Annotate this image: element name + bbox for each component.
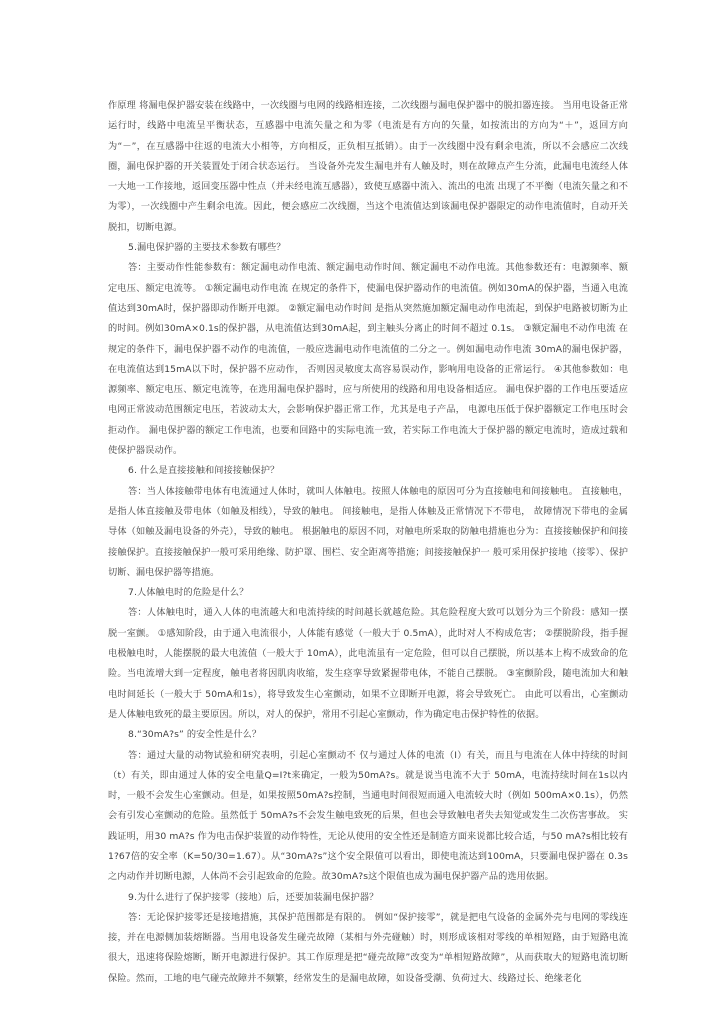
heading-q8: 8.“30mA?s” 的安全性是什么？ [128,729,262,741]
paragraph-answer-q5: 答：主要动作性能参数有：额定漏电动作电流、额定漏电动作时间、额定漏电不动作电流。其他参数还有：电源频率、额定电压、额定电流等。 ①额定漏电动作电流 在规定的条件下，使漏电保护器动作的电流值。例如30mA的保护器，当通入电流值达到30mA时，保护器即动作断开电源。 ②额定漏电动作时间 是指从突然施加额定漏电动作电流起，到保护电路被切断为止的时间。例如30mA×0.1s的保护器，从电流值达到30mA起，到主触头分离止的时间不超过 0.1s。 ③额定漏电不动作电流 在规定的条件下，漏电保护器不动作的电流值，一般应选漏电动作电流值的二分之一。例如漏电动作电流 30mA的漏电保护器，在电流值达到15mA以下时，保护器不应动作， 否则因灵敏度太高容易误动作，影响用电设备的正常运行。 ④其他参数如：电源频率、额定电压、额定电流等，在选用漏电保护器时，应与所使用的线路和用电设备相适应。 漏电保护器的工作电压要适应电网正常波动范围额定电压，若波动太大，会影响保护器正常工作，尤其是电子产品， 电源电压低于保护器额定工作电压时会拒动作。 漏电保护器的额定工作电流，也要和回路中的实际电流一致，若实际工作电流大于保护器的额定电流时，造成过载和使保护器误动作。 [108,262,628,457]
paragraph-answer-q8: 答：通过大量的动物试验和研究表明，引起心室颤动不 仅与通过人体的电流（I）有关，而且与电流在人体中持续的时间（t）有关，即由通过人体的安全电量Q=I?t来确定，一般为50mA?s。就是说当电流不大于 50mA，电流持续时间在1s以内时，一般不会发生心室颤动。但是，如果按照50mA?s控制，当通电时间很短而通入电流较大时（例如 500mA×0.1s），仍然会有引发心室颤动的危险。虽然低于 50mA?s不会发生触电致死的后果，但也会导致触电者失去知觉或发生二次伤害事故。 实践证明，用30 mA?s 作为电击保护装置的动作特性，无论从使用的安全性还是制造方面来说都比较合适，与50 mA?s相比较有1?67倍的安全率（K=50/30=1.67）。从“30mA?s”这个安全限值可以看出，即使电流达到100mA，只要漏电保护器在 0.3s之内动作并切断电源，人体尚不会引起致命的危险。故30mA?s这个限值也成为漏电保护器产品的选用依据。 [108,749,628,883]
heading-q9: 9.为什么进行了保护接零（接地）后，还要加装漏电保护器？ [128,891,379,903]
document-page [108,96,628,989]
paragraph-answer-q7: 答：人体触电时，通入人体的电流越大和电流持续的时间越长就越危险。其危险程度大致可以划分为三个阶段：感知一摆脱一室颤。 ①感知阶段，由于通入电流很小，人体能有感觉（一般大于 0.5mA），此时对人不构成危害； ②摆脱阶段，指手握电极触电时，人能摆脱的最大电流值（一般大于 10mA），此电流虽有一定危险，但可以自己摆脱，所以基本上构不成致命的危险。当电流增大到一定程度，触电者将因肌肉收缩，发生痉挛导致紧握带电体，不能自己摆脱。 ③室颤阶段，随电流加大和触电时间延长（一般大于 50mA和1s），将导致发生心室颤动，如果不立即断开电源，将会导致死亡。 由此可以看出，心室颤动是人体触电致死的最主要原因。所以，对人的保护，常用不引起心室颤动，作为确定电击保护特性的依据。 [108,607,628,720]
heading-q7: 7.人体触电时的危险是什么？ [128,587,249,599]
paragraph-working-principle: 作原理 将漏电保护器安装在线路中，一次线圈与电网的线路相连接，二次线圈与漏电保护器中的脱扣器连接。 当用电设备正常运行时，线路中电流呈平衡状态，互感器中电流矢量之和为零（电流是有方向的矢量，如按流出的方向为“＋”，返回方向为“－”，在互感器中往返的电流大小相等，方向相反，正负相互抵销）。由于一次线圈中没有剩余电流，所以不会感应二次线圈，漏电保护器的开关装置处于闭合状态运行。 当设备外壳发生漏电并有人触及时，则在故障点产生分流，此漏电电流经人体一大地一工作接地，返回变压器中性点（并未经电流互感器），致使互感器中流入、流出的电流 出现了不平衡（电流矢量之和不为零），一次线圈中产生剩余电流。因此，便会感应二次线圈，当这个电流值达到该漏电保护器限定的动作电流值时，自动开关脱扣，切断电源。 [108,100,628,233]
paragraph-answer-q6: 答：当人体接触带电体有电流通过人体时，就叫人体触电。按照人体触电的原因可分为直接触电和间接触电。 直接触电，是指人体直接触及带电体（如触及相线），导致的触电。 间接触电，是指人体触及正常情况下不带电， 故障情况下带电的金属导体（如触及漏电设备的外壳），导致的触电。 根据触电的原因不同，对触电所采取的防触电措施也分为：直接接触保护和间接接触保护。直接接触保护一般可采用绝缘、防护罩、围栏、安全距离等措施；间接接触保护一 般可采用保护接地（接零）、保护切断、漏电保护器等措施。 [108,485,628,578]
heading-q6: 6. 什么是直接接触和间接接触保护？ [128,465,280,477]
paragraph-answer-q9: 答：无论保护接零还是接地措施，其保护范围都是有限的。 例如“保护接零”，就是把电气设备的金属外壳与电网的零线连接，并在电源侧加装熔断器。当用电设备发生碰壳故障（某相与外壳碰触）时，则形成该相对零线的单相短路，由于短路电流很大，迅速将保险熔断，断开电源进行保护。其工作原理是把“碰壳故障”改变为“单相短路故障”，从而获取大的短路电流切断保险。然而，工地的电气碰壳故障并不频繁，经常发生的是漏电故障，如设备受潮、负荷过大、线路过长、绝缘老化 [108,911,628,984]
heading-q5: 5.漏电保护器的主要技术参数有哪些？ [128,242,286,254]
